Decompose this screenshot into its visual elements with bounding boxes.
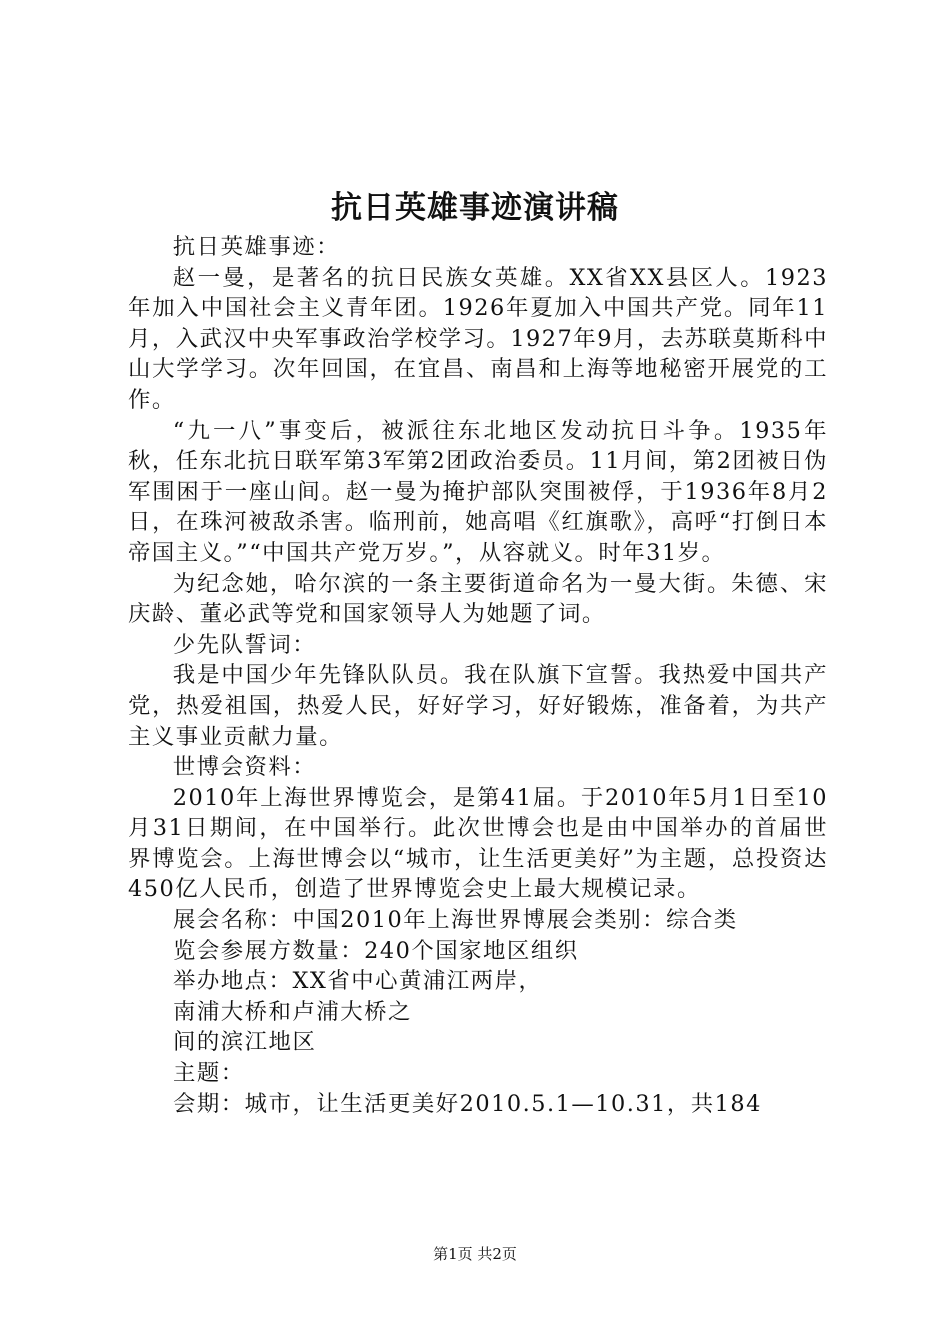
paragraph: “九一八”事变后，被派往东北地区发动抗日斗争。1935年秋，任东北抗日联军第3军第2团政治委员。11月间，第2团被日伪军围困于一座山间。赵一曼为掩护部队突围被俘，于1936年8月2日，在珠河被敌杀害。临刑前，她高唱《红旗歌》，高呼“打倒日本帝国主义。”“中国共产党万岁。”，从容就义。时年31岁。 (128, 417, 828, 566)
paragraph: 少先队誓词： (172, 631, 317, 658)
info-line: 主题： (173, 1060, 245, 1087)
paragraph: 2010年上海世界博览会，是第41届。于2010年5月1日至10月31日期间，在中国举行。此次世博会也是由中国举办的首届世界博览会。上海世博会以“城市，让生活更美好”为主题，总投资达450亿人民币，创造了世界博览会史上最大规模记录。 (128, 784, 828, 903)
paragraph: 世博会资料： (172, 754, 317, 781)
paragraph: 为纪念她，哈尔滨的一条主要街道命名为一曼大街。朱德、宋庆龄、董必武等党和国家领导人为她题了词。 (128, 570, 828, 628)
info-line: 举办地点：XX省中心黄浦江两岸， (173, 968, 543, 995)
document-title: 抗日英雄事迹演讲稿 (331, 190, 619, 226)
info-line: 览会参展方数量：240个国家地区组织 (173, 937, 579, 964)
info-line: 南浦大桥和卢浦大桥之 (173, 998, 412, 1025)
document-body (128, 232, 828, 1119)
page-footer: 第1页 共2页 (433, 1245, 517, 1263)
paragraph: 我是中国少年先锋队队员。我在队旗下宣誓。我热爱中国共产党，热爱祖国，热爱人民，好好学习，好好锻炼，准备着，为共产主义事业贡献力量。 (128, 662, 828, 750)
paragraph: 抗日英雄事迹： (172, 234, 341, 260)
info-line: 展会名称：中国2010年上海世界博展会类别：综合类 (173, 907, 738, 934)
info-line: 会期：城市，让生活更美好2010.5.1—10.31，共184 (173, 1090, 762, 1117)
paragraph: 赵一曼，是著名的抗日民族女英雄。XX省XX县区人。1923年加入中国社会主义青年团。1926年夏加入中国共产党。同年11月，入武汉中央军事政治学校学习。1927年9月，去苏联莫斯科中山大学学习。次年回国，在宜昌、南昌和上海等地秘密开展党的工作。 (128, 264, 828, 413)
info-line: 间的滨江地区 (173, 1029, 317, 1056)
